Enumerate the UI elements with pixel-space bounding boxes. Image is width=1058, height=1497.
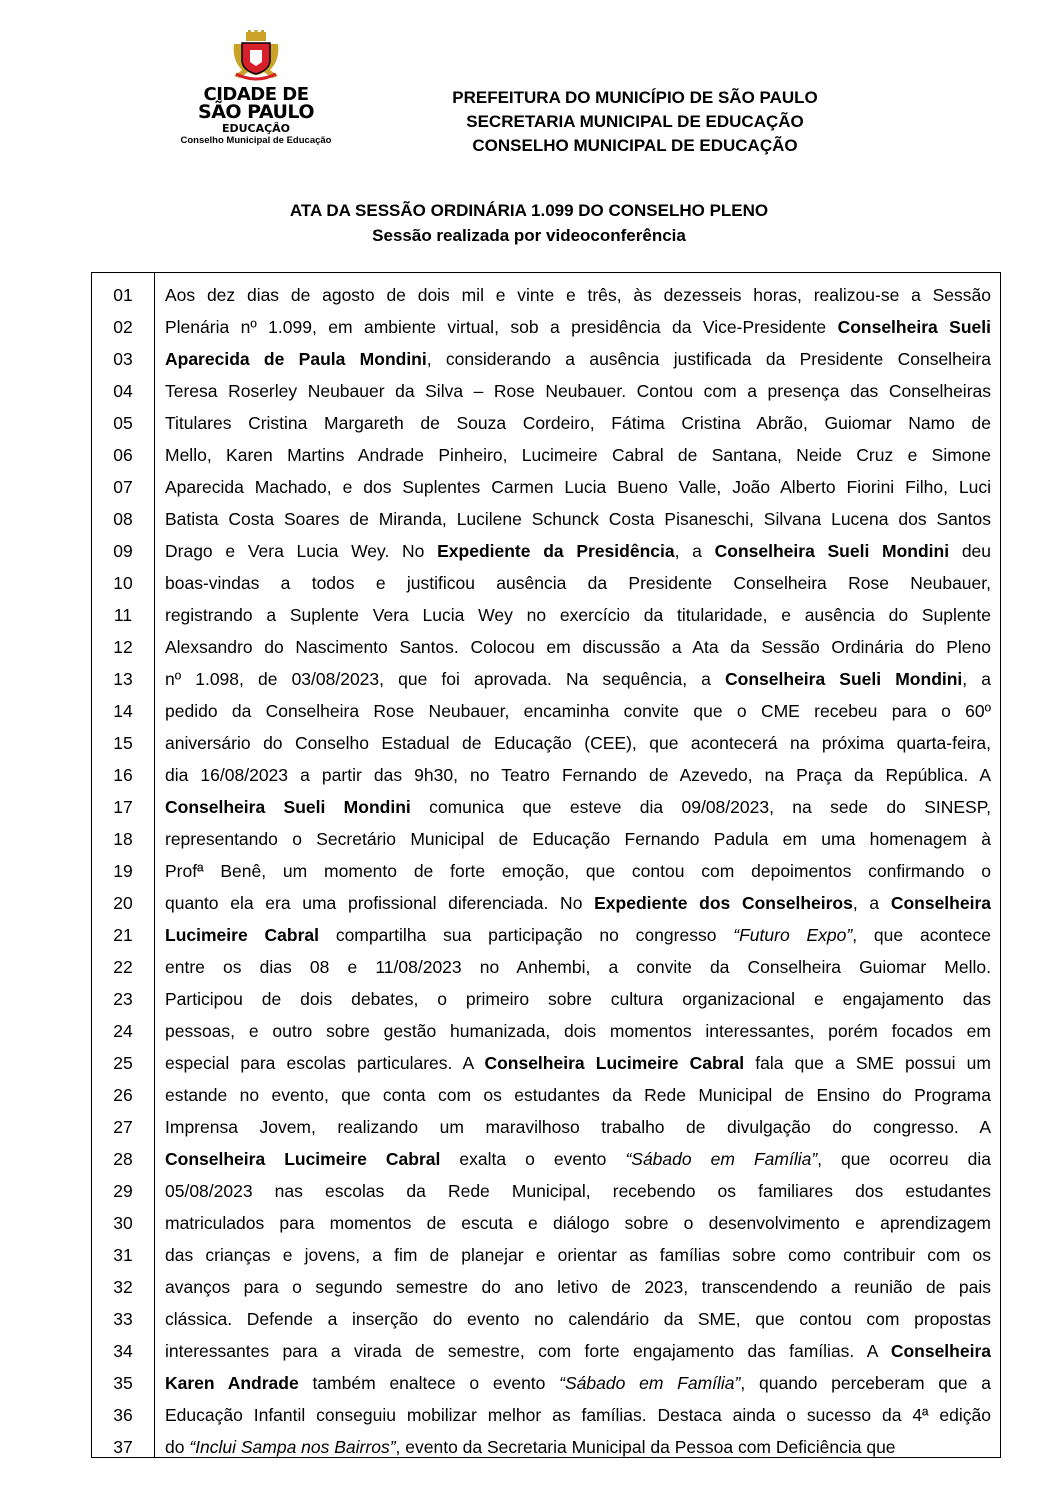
line-number: 30 — [113, 1213, 133, 1233]
minutes-line — [165, 567, 991, 599]
text-segment: Mello, Karen Martins Andrade Pinheiro, Lucimeire Cabral de Santana, Neide Cruz e Simone — [165, 445, 991, 465]
line-number: 15 — [113, 733, 133, 753]
line-number: 25 — [113, 1053, 133, 1073]
minutes-line — [165, 759, 991, 791]
minutes-line — [165, 1175, 991, 1207]
minutes-line — [165, 311, 991, 343]
line-number: 32 — [113, 1277, 133, 1297]
text-segment: dia 16/08/2023 a partir das 9h30, no Teatro Fernando de Azevedo, na Praça da República. A — [165, 765, 991, 785]
text-segment: avanços para o segundo semestre do ano letivo de 2023, transcendendo a reunião de pais — [165, 1277, 991, 1297]
line-number: 24 — [113, 1021, 133, 1041]
minutes-table — [91, 272, 1001, 1458]
line-number: 23 — [113, 989, 133, 1009]
minutes-line — [165, 823, 991, 855]
text-segment: Drago e Vera Lucia Wey. No — [165, 541, 438, 561]
line-number: 18 — [113, 829, 133, 849]
line-number: 09 — [113, 541, 133, 561]
bold-text: Lucimeire Cabral — [165, 925, 319, 945]
bold-text: Expediente dos Conselheiros — [594, 893, 853, 913]
text-segment: clássica. Defende a inserção do evento no calendário da SME, que contou com propostas — [165, 1309, 991, 1329]
minutes-line — [165, 1047, 991, 1079]
bold-text: Aparecida de Paula Mondini — [165, 349, 427, 369]
minutes-text-column — [165, 279, 991, 1463]
minutes-line — [165, 919, 991, 951]
line-number: 01 — [113, 285, 133, 305]
column-divider — [154, 273, 155, 1457]
minutes-line — [165, 1399, 991, 1431]
text-segment: do — [165, 1437, 190, 1457]
text-segment: interessantes para a virada de semestre, com forte engajamento das famílias. A — [165, 1341, 891, 1361]
line-number: 17 — [113, 797, 133, 817]
line-number: 27 — [113, 1117, 133, 1137]
minutes-line — [165, 887, 991, 919]
document-title — [0, 198, 1058, 248]
text-segment: , evento da Secretaria Municipal da Pessoa com Deficiência que — [395, 1437, 896, 1457]
text-segment: , que acontece — [852, 925, 991, 945]
minutes-line — [165, 631, 991, 663]
text-segment: registrando a Suplente Vera Lucia Wey no exercício da titularidade, e ausência do Suplente — [165, 605, 991, 625]
minutes-line — [165, 983, 991, 1015]
minutes-line — [165, 471, 991, 503]
line-number: 21 — [113, 925, 133, 945]
minutes-line — [165, 1271, 991, 1303]
header-line-3: CONSELHO MUNICIPAL DE EDUCAÇÃO — [472, 136, 798, 155]
bold-text: Conselheira Sueli Mondini — [714, 541, 950, 561]
text-segment: Alexsandro do Nascimento Santos. Colocou em discussão a Ata da Sessão Ordinária do Pleno — [165, 637, 991, 657]
text-segment: Batista Costa Soares de Miranda, Lucilene Schunck Costa Pisaneschi, Silvana Lucena dos Santos — [165, 509, 991, 529]
text-segment: estande no evento, que conta com os estudantes da Rede Municipal de Ensino do Programa — [165, 1085, 991, 1105]
text-segment: quanto ela era uma profissional diferenciada. No — [165, 893, 595, 913]
line-number: 36 — [113, 1405, 133, 1425]
line-number: 08 — [113, 509, 133, 529]
text-segment: também enaltece o evento — [298, 1373, 560, 1393]
bold-text: Conselheira — [890, 1341, 991, 1361]
text-segment: , considerando a ausência justificada da Presidente Conselheira — [426, 349, 991, 369]
text-segment: entre os dias 08 e 11/08/2023 no Anhembi, a convite da Conselheira Guiomar Mello. — [165, 957, 991, 977]
line-number: 26 — [113, 1085, 133, 1105]
coat-of-arms-icon — [228, 30, 284, 82]
text-segment: Profª Benê, um momento de forte emoção, que contou com depoimentos confirmando o — [165, 861, 991, 881]
line-number: 34 — [113, 1341, 133, 1361]
line-number: 12 — [113, 637, 133, 657]
line-number: 13 — [113, 669, 133, 689]
text-segment: Participou de dois debates, o primeiro sobre cultura organizacional e engajamento das — [165, 989, 991, 1009]
text-segment: especial para escolas particulares. A — [165, 1053, 485, 1073]
minutes-line — [165, 1303, 991, 1335]
minutes-line — [165, 1207, 991, 1239]
line-number: 33 — [113, 1309, 133, 1329]
document-header — [360, 86, 910, 158]
text-segment: fala que a SME possui um — [744, 1053, 991, 1073]
title-line-1: ATA DA SESSÃO ORDINÁRIA 1.099 DO CONSELHO PLENO — [289, 201, 769, 220]
line-number: 22 — [113, 957, 133, 977]
text-segment: Plenária nº 1.099, em ambiente virtual, sob a presidência da Vice-Presidente — [165, 317, 838, 337]
text-segment: comunica que esteve dia 09/08/2023, na sede do SINESP, — [410, 797, 991, 817]
text-segment: , a — [674, 541, 715, 561]
line-number: 05 — [113, 413, 133, 433]
line-number: 10 — [113, 573, 133, 593]
line-number: 06 — [113, 445, 133, 465]
minutes-line — [165, 279, 991, 311]
line-number: 03 — [113, 349, 133, 369]
text-segment: nº 1.098, de 03/08/2023, que foi aprovada. Na sequência, a — [165, 669, 726, 689]
text-segment: Aparecida Machado, e dos Suplentes Carmen Lucia Bueno Valle, João Alberto Fiorini Filho, Luci — [165, 477, 991, 497]
text-segment: Aos dez dias de agosto de dois mil e vinte e três, às dezesseis horas, realizou-se a Sessão — [165, 285, 991, 305]
minutes-line — [165, 407, 991, 439]
minutes-line — [165, 1431, 991, 1463]
text-segment: , que ocorreu dia — [817, 1149, 991, 1169]
minutes-line — [165, 727, 991, 759]
logo-line-4: Conselho Municipal de Educação — [180, 135, 332, 146]
line-number: 02 — [113, 317, 133, 337]
header-line-1: PREFEITURA DO MUNICÍPIO DE SÃO PAULO — [452, 88, 818, 107]
text-segment: Educação Infantil conseguiu mobilizar melhor as famílias. Destaca ainda o sucesso da 4ª edição — [165, 1405, 991, 1425]
minutes-line — [165, 1367, 991, 1399]
text-segment: pessoas, e outro sobre gestão humanizada, dois momentos interessantes, porém focados em — [165, 1021, 991, 1041]
text-segment: Imprensa Jovem, realizando um maravilhoso trabalho de divulgação do congresso. A — [165, 1117, 991, 1137]
minutes-line — [165, 1079, 991, 1111]
minutes-line — [165, 1239, 991, 1271]
line-number: 14 — [113, 701, 133, 721]
text-segment: Teresa Roserley Neubauer da Silva – Rose Neubauer. Contou com a presença das Conselheiras — [165, 381, 991, 401]
title-line-2: Sessão realizada por videoconferência — [372, 226, 686, 245]
italic-text: “Futuro Expo” — [733, 925, 853, 945]
text-segment: aniversário do Conselho Estadual de Educação (CEE), que acontecerá na próxima quarta-feira, — [165, 733, 991, 753]
minutes-line — [165, 791, 991, 823]
text-segment: , a — [852, 893, 891, 913]
bold-text: Expediente da Presidência — [437, 541, 675, 561]
minutes-line — [165, 599, 991, 631]
line-number: 29 — [113, 1181, 133, 1201]
line-number: 28 — [113, 1149, 133, 1169]
line-number: 37 — [113, 1437, 133, 1457]
bold-text: Conselheira Lucimeire Cabral — [165, 1149, 441, 1169]
city-logo — [176, 30, 336, 164]
minutes-line — [165, 1111, 991, 1143]
bold-text: Conselheira Sueli — [837, 317, 991, 337]
line-number: 35 — [113, 1373, 133, 1393]
minutes-line — [165, 1143, 991, 1175]
minutes-line — [165, 375, 991, 407]
bold-text: Karen Andrade — [165, 1373, 299, 1393]
bold-text: Conselheira Sueli Mondini — [725, 669, 963, 689]
line-number: 11 — [113, 605, 133, 625]
logo-line-3: EDUCAÇÃO — [221, 122, 291, 135]
line-number: 16 — [113, 765, 133, 785]
minutes-line — [165, 855, 991, 887]
text-segment: representando o Secretário Municipal de Educação Fernando Padula em uma homenagem à — [165, 829, 991, 849]
minutes-line — [165, 1335, 991, 1367]
minutes-line — [165, 695, 991, 727]
header-line-2: SECRETARIA MUNICIPAL DE EDUCAÇÃO — [466, 112, 804, 131]
line-number: 07 — [113, 477, 133, 497]
line-number: 31 — [113, 1245, 133, 1265]
line-number: 20 — [113, 893, 133, 913]
italic-text: “Sábado em Família” — [625, 1149, 818, 1169]
text-segment: , a — [962, 669, 991, 689]
minutes-line — [165, 951, 991, 983]
text-segment: das crianças e jovens, a fim de planejar e orientar as famílias sobre como contribuir com os — [165, 1245, 991, 1265]
line-number-column — [92, 279, 154, 1463]
text-segment: pedido da Conselheira Rose Neubauer, encaminha convite que o CME recebeu para o 60º — [165, 701, 991, 721]
text-segment: Titulares Cristina Margareth de Souza Cordeiro, Fátima Cristina Abrão, Guiomar Namo de — [165, 413, 991, 433]
minutes-line — [165, 503, 991, 535]
minutes-line — [165, 535, 991, 567]
text-segment: boas-vindas a todos e justificou ausência da Presidente Conselheira Rose Neubauer, — [165, 573, 991, 593]
text-segment: matriculados para momentos de escuta e diálogo sobre o desenvolvimento e aprendizagem — [165, 1213, 991, 1233]
bold-text: Conselheira Lucimeire Cabral — [484, 1053, 745, 1073]
minutes-line — [165, 1015, 991, 1047]
bold-text: Conselheira Sueli Mondini — [165, 797, 411, 817]
bold-text: Conselheira — [890, 893, 991, 913]
text-segment: deu — [949, 541, 991, 561]
minutes-line — [165, 439, 991, 471]
text-segment: 05/08/2023 nas escolas da Rede Municipal, recebendo os familiares dos estudantes — [165, 1181, 991, 1201]
line-number: 19 — [113, 861, 133, 881]
minutes-line — [165, 663, 991, 695]
text-segment: , quando perceberam que a — [740, 1373, 991, 1393]
line-number: 04 — [113, 381, 133, 401]
italic-text: “Sábado em Família” — [559, 1373, 741, 1393]
minutes-line — [165, 343, 991, 375]
logo-line-2: SÃO PAULO — [198, 101, 314, 123]
italic-text: “Inclui Sampa nos Bairros” — [189, 1437, 396, 1457]
text-segment: compartilha sua participação no congresso — [318, 925, 734, 945]
text-segment: exalta o evento — [440, 1149, 626, 1169]
logo-line-1: CIDADE DE — [203, 84, 309, 105]
